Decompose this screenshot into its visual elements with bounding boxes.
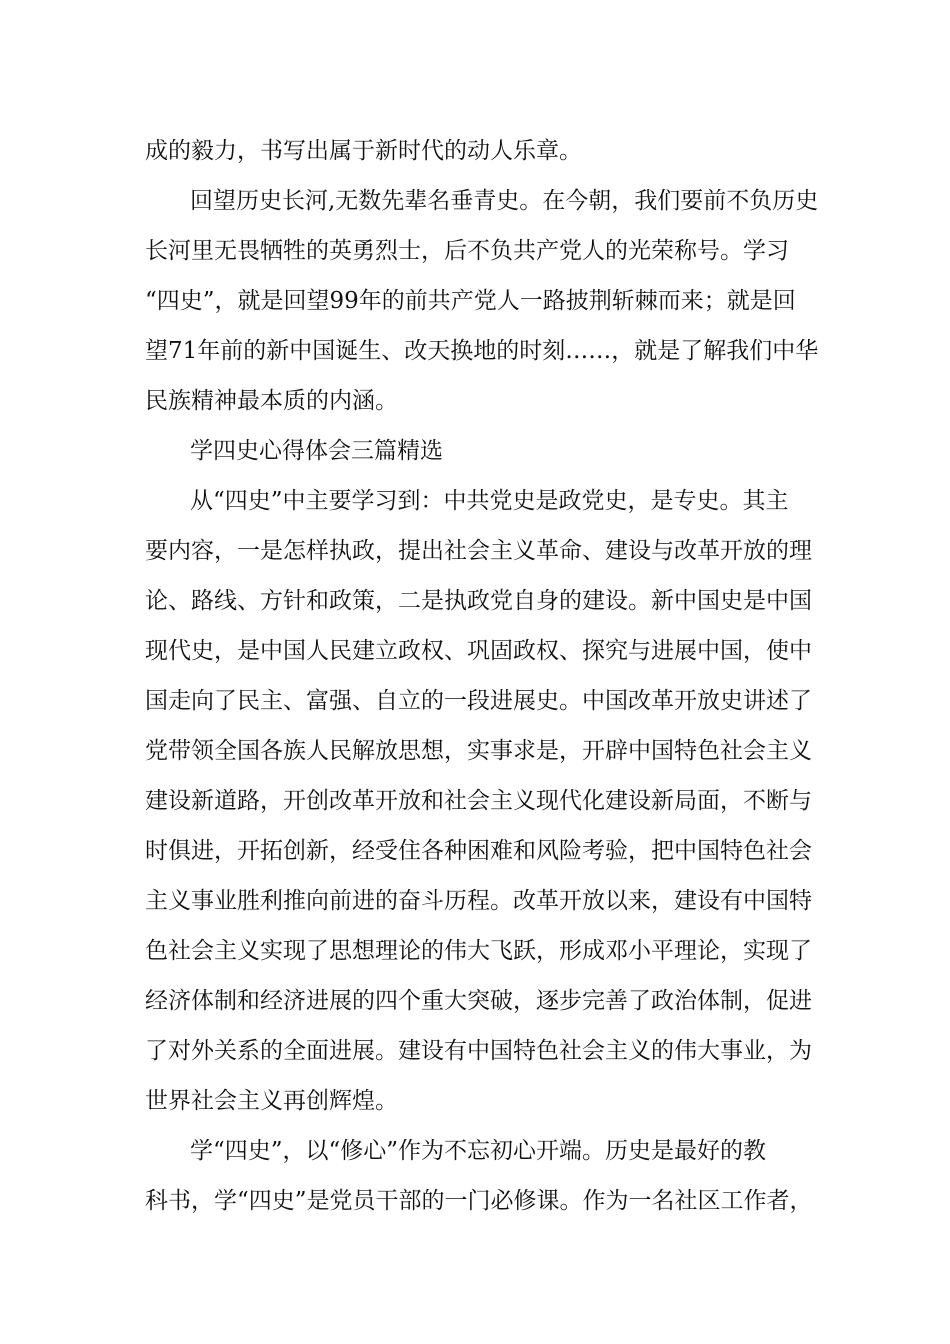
text-line-13: 党带领全国各族人民解放思想，实事求是，开辟中国特色社会主义 bbox=[145, 738, 812, 764]
text-line-22: 科书，学“四史”是党员干部的一门必修课。作为一名社区工作者， bbox=[145, 1188, 813, 1214]
text-line-15: 时俱进，开拓创新，经受住各种困难和风险考验，把中国特色社会 bbox=[145, 838, 812, 864]
text-line-11: 现代史，是中国人民建立政权、巩固政权、探究与进展中国，使中 bbox=[145, 638, 812, 664]
text-line-14: 建设新道路，开创改革开放和社会主义现代化建设新局面，不断与 bbox=[145, 788, 812, 814]
text-line-18: 经济体制和经济进展的四个重大突破，逐步完善了政治体制，促进 bbox=[145, 988, 812, 1014]
text-line-4: “四史”，就是回望99年的前共产党人一路披荆斩棘而来；就是回 bbox=[145, 288, 796, 314]
text-line-16: 主义事业胜利推向前进的奋斗历程。改革开放以来，建设有中国特 bbox=[145, 888, 812, 914]
section-heading: 学四史心得体会三篇精选 bbox=[190, 438, 443, 464]
text-line-19: 了对外关系的全面进展。建设有中国特色社会主义的伟大事业，为 bbox=[145, 1038, 812, 1064]
text-line-21: 学“四史”，以“修心”作为不忘初心开端。历史是最好的教 bbox=[190, 1138, 767, 1164]
text-line-2: 回望历史长河,无数先辈名垂青史。在今朝，我们要前不负历史 bbox=[190, 188, 819, 214]
text-line-20: 世界社会主义再创辉煌。 bbox=[145, 1088, 398, 1114]
text-line-9: 要内容，一是怎样执政，提出社会主义革命、建设与改革开放的理 bbox=[145, 538, 812, 564]
text-line-10: 论、路线、方针和政策，二是执政党自身的建设。新中国史是中国 bbox=[145, 588, 812, 614]
text-line-6: 民族精神最本质的内涵。 bbox=[145, 388, 398, 414]
text-line-5: 望71年前的新中国诞生、改天换地的时刻……，就是了解我们中华 bbox=[145, 338, 819, 364]
text-line-1: 成的毅力，书写出属于新时代的动人乐章。 bbox=[145, 138, 582, 164]
text-line-3: 长河里无畏牺牲的英勇烈士，后不负共产党人的光荣称号。学习 bbox=[145, 238, 789, 264]
text-line-8: 从“四史”中主要学习到：中共党史是政党史，是专史。其主 bbox=[190, 488, 789, 514]
text-line-17: 色社会主义实现了思想理论的伟大飞跃，形成邓小平理论，实现了 bbox=[145, 938, 812, 964]
text-line-12: 国走向了民主、富强、自立的一段进展史。中国改革开放史讲述了 bbox=[145, 688, 812, 714]
